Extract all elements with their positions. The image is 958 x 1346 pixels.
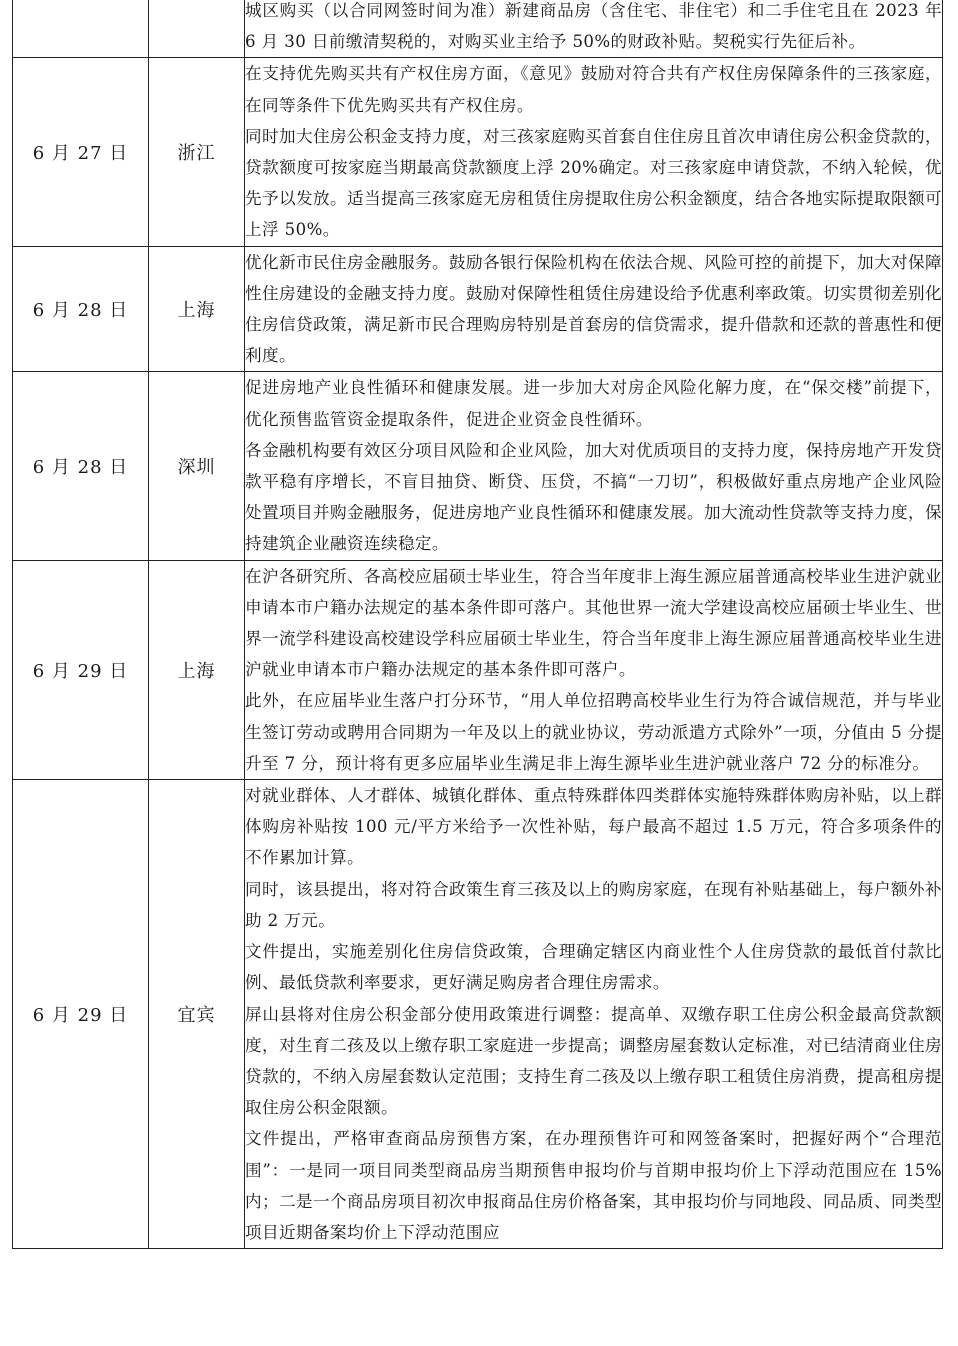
policy-paragraph: 屏山县将对住房公积金部分使用政策进行调整：提高单、双缴存职工住房公积金最高贷款额度，对生育二孩及以上缴存职工家庭进一步提高；调整房屋套数认定标准，对已结清商业住房贷款的，不纳入房屋套数认定范围；支持生育二孩及以上缴存职工租赁住房消费，提高租房提取住房公积金限额。: [245, 1004, 942, 1118]
policy-paragraph: 文件提出，严格审查商品房预售方案，在办理预售许可和网签备案时，把握好两个“合理范围”：一是同一项目同类型商品房当期预售申报均价与首期申报均价上下浮动范围应在 15%内；二是一个商品房项目初次申报商品住房价格备案，其申报均价与同地段、同品质、同类型项目近期备案均价上下浮动范围应: [245, 1129, 942, 1242]
date-cell: 6 月 29 日: [13, 780, 149, 1249]
policy-text-cell: [245, 246, 943, 372]
policy-table: [12, 0, 943, 1249]
city-cell: 宜宾: [149, 780, 245, 1249]
policy-paragraph: 文件提出，实施差别化住房信贷政策，合理确定辖区内商业性个人住房贷款的最低首付款比例、最低贷款利率要求，更好满足购房者合理住房需求。: [245, 942, 942, 993]
policy-text-cell: [245, 372, 943, 560]
policy-text-cell: [245, 0, 943, 58]
policy-paragraph: 在支持优先购买共有产权住房方面，《意见》鼓励对符合共有产权住房保障条件的三孩家庭，在同等条件下优先购买共有产权住房。: [245, 64, 942, 115]
policy-text-cell: [245, 780, 943, 1249]
policy-paragraph: 城区购买（以合同网签时间为准）新建商品房（含住宅、非住宅）和二手住宅且在 2023 年 6 月 30 日前缴清契税的，对购买业主给予 50%的财政补贴。契税实行先征后补。: [245, 1, 942, 52]
table-row: [13, 246, 943, 372]
table-row: [13, 560, 943, 779]
policy-text-cell: [245, 560, 943, 779]
policy-text-cell: [245, 58, 943, 246]
date-cell: [13, 0, 149, 58]
date-cell: 6 月 27 日: [13, 58, 149, 246]
city-cell: 上海: [149, 560, 245, 779]
date-cell: 6 月 28 日: [13, 372, 149, 560]
city-cell: 浙江: [149, 58, 245, 246]
policy-paragraph: 优化新市民住房金融服务。鼓励各银行保险机构在依法合规、风险可控的前提下，加大对保障性住房建设的金融支持力度。鼓励对保障性租赁住房建设给予优惠利率政策。切实贯彻差别化住房信贷政策，满足新市民合理购房特别是首套房的信贷需求，提升借款和还款的普惠性和便利度。: [245, 252, 942, 366]
policy-paragraph: 对就业群体、人才群体、城镇化群体、重点特殊群体四类群体实施特殊群体购房补贴，以上群体购房补贴按 100 元/平方米给予一次性补贴，每户最高不超过 1.5 万元，符合多项条件的不作累加计算。: [245, 786, 942, 868]
policy-paragraph: 此外，在应届毕业生落户打分环节，“用人单位招聘高校毕业生行为符合诚信规范，并与毕业生签订劳动或聘用合同期为一年及以上的就业协议，劳动派遣方式除外”一项，分值由 5 分提升至 7 分，预计将有更多应届毕业生满足非上海生源毕业生进沪就业落户 72 分的标准分。: [245, 691, 942, 773]
policy-paragraph: 同时加大住房公积金支持力度，对三孩家庭购买首套自住住房且首次申请住房公积金贷款的，贷款额度可按家庭当期最高贷款额度上浮 20%确定。对三孩家庭申请贷款，不纳入轮候，优先予以发放。适当提高三孩家庭无房租赁住房提取住房公积金额度，结合各地实际提取限额可上浮 50%。: [245, 126, 942, 240]
policy-paragraph: 各金融机构要有效区分项目风险和企业风险，加大对优质项目的支持力度，保持房地产开发贷款平稳有序增长，不盲目抽贷、断贷、压贷，不搞“一刀切”，积极做好重点房地产企业风险处置项目并购金融服务，促进房地产业良性循环和健康发展。加大流动性贷款等支持力度，保持建筑企业融资连续稳定。: [245, 440, 942, 554]
date-cell: 6 月 28 日: [13, 246, 149, 372]
policy-paragraph: 促进房地产业良性循环和健康发展。进一步加大对房企风险化解力度，在“保交楼”前提下，优化预售监管资金提取条件，促进企业资金良性循环。: [245, 378, 942, 429]
table-row: [13, 372, 943, 560]
policy-paragraph: 同时，该县提出，将对符合政策生育三孩及以上的购房家庭，在现有补贴基础上，每户额外补助 2 万元。: [245, 879, 942, 930]
policy-paragraph: 在沪各研究所、各高校应届硕士毕业生，符合当年度非上海生源应届普通高校毕业生进沪就业申请本市户籍办法规定的基本条件即可落户。其他世界一流大学建设高校应届硕士毕业生、世界一流学科建设高校建设学科应届硕士毕业生，符合当年度非上海生源应届普通高校毕业生进沪就业申请本市户籍办法规定的基本条件即可落户。: [245, 566, 942, 680]
date-cell: 6 月 29 日: [13, 560, 149, 779]
city-cell: 深圳: [149, 372, 245, 560]
city-cell: [149, 0, 245, 58]
table-row: [13, 780, 943, 1249]
table-row: [13, 58, 943, 246]
table-row: [13, 0, 943, 58]
city-cell: 上海: [149, 246, 245, 372]
